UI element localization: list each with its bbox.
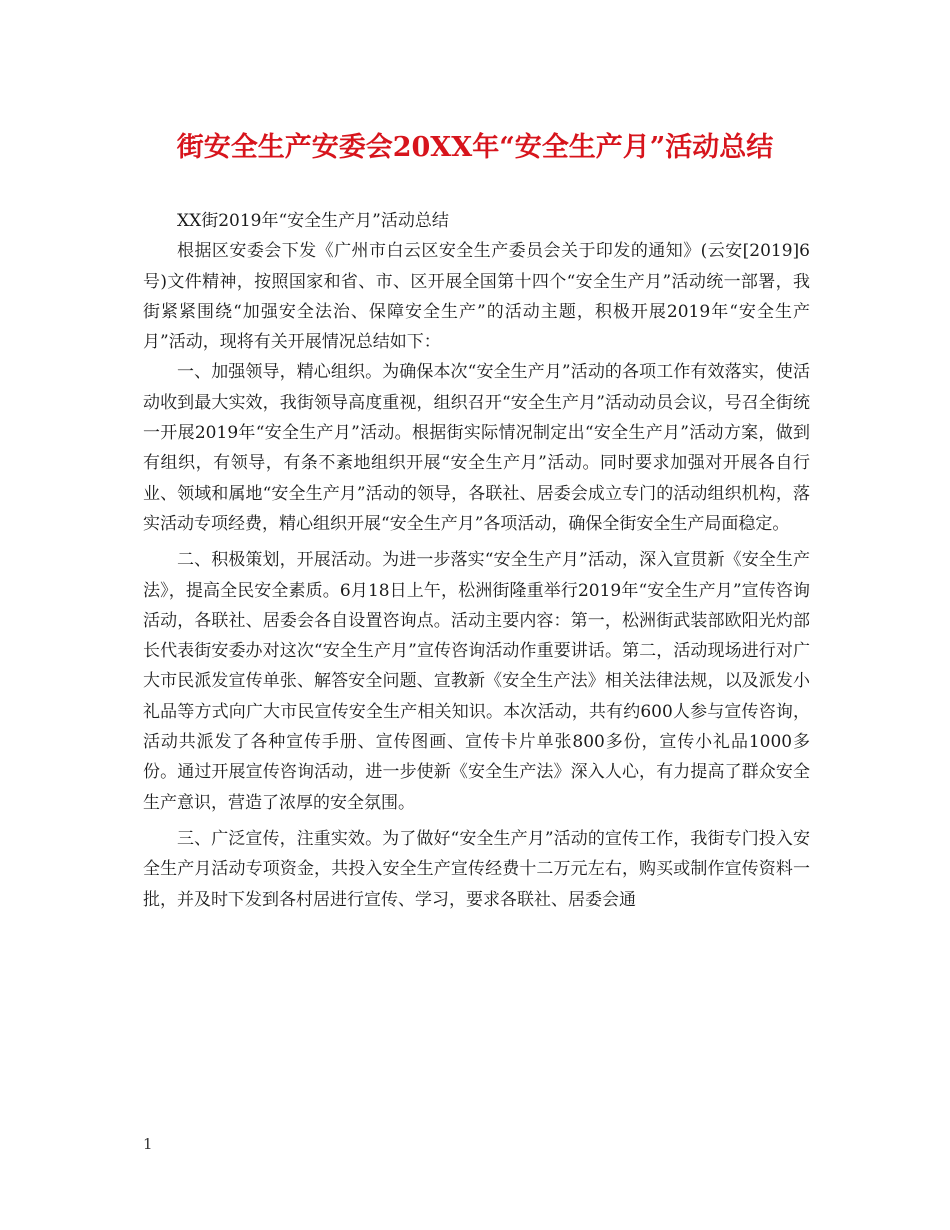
paragraph-intro: 根据区安委会下发《广州市白云区安全生产委员会关于印发的通知》(云安[2019]6号)文件精神，按照国家和省、市、区开展全国第十四个“安全生产月”活动统一部署，我街紧紧围绕“加强安全法治、保障安全生产”的活动主题，积极开展2019年“安全生产月”活动，现将有关开展情况总结如下： [143,241,810,353]
paragraph-subtitle: XX街2019年“安全生产月”活动总结 [177,211,449,231]
page-number: 1 [143,1135,153,1153]
document-title: 街安全生产安委会20XX年“安全生产月”活动总结 [176,132,774,163]
document-body [143,206,810,915]
paragraph-section-3: 三、广泛宣传，注重实效。为了做好“安全生产月”活动的宣传工作，我街专门投入安全生产月活动专项资金，共投入安全生产宣传经费十二万元左右，购买或制作宣传资料一批，并及时下发到各村居进行宣传、学习，要求各联社、居委会通 [143,828,810,910]
paragraph-section-1: 一、加强领导，精心组织。为确保本次“安全生产月”活动的各项工作有效落实，使活动收到最大实效，我街领导高度重视，组织召开“安全生产月”活动动员会议，号召全街统一开展2019年“安全生产月”活动。根据街实际情况制定出“安全生产月”活动方案，做到有组织，有领导，有条不紊地组织开展“安全生产月”活动。同时要求加强对开展各自行业、领域和属地“安全生产月”活动的领导，各联社、居委会成立专门的活动组织机构，落实活动专项经费，精心组织开展“安全生产月”各项活动，确保全街安全生产局面稳定。 [143,362,810,534]
paragraph-section-2: 二、积极策划，开展活动。为进一步落实“安全生产月”活动，深入宣贯新《安全生产法》，提高全民安全素质。6月18日上午，松洲街隆重举行2019年“安全生产月”宣传咨询活动，各联社、居委会各自设置咨询点。活动主要内容：第一，松洲街武装部欧阳光灼部长代表街安委办对这次“安全生产月”宣传咨询活动作重要讲话。第二，活动现场进行对广大市民派发宣传单张、解答安全问题、宣教新《安全生产法》相关法律法规，以及派发小礼品等方式向广大市民宣传安全生产相关知识。本次活动，共有约600人参与宣传咨询，活动共派发了各种宣传手册、宣传图画、宣传卡片单张800多份，宣传小礼品1000多份。通过开展宣传咨询活动，进一步使新《安全生产法》深入人心，有力提高了群众安全生产意识，营造了浓厚的安全氛围。 [143,550,810,813]
